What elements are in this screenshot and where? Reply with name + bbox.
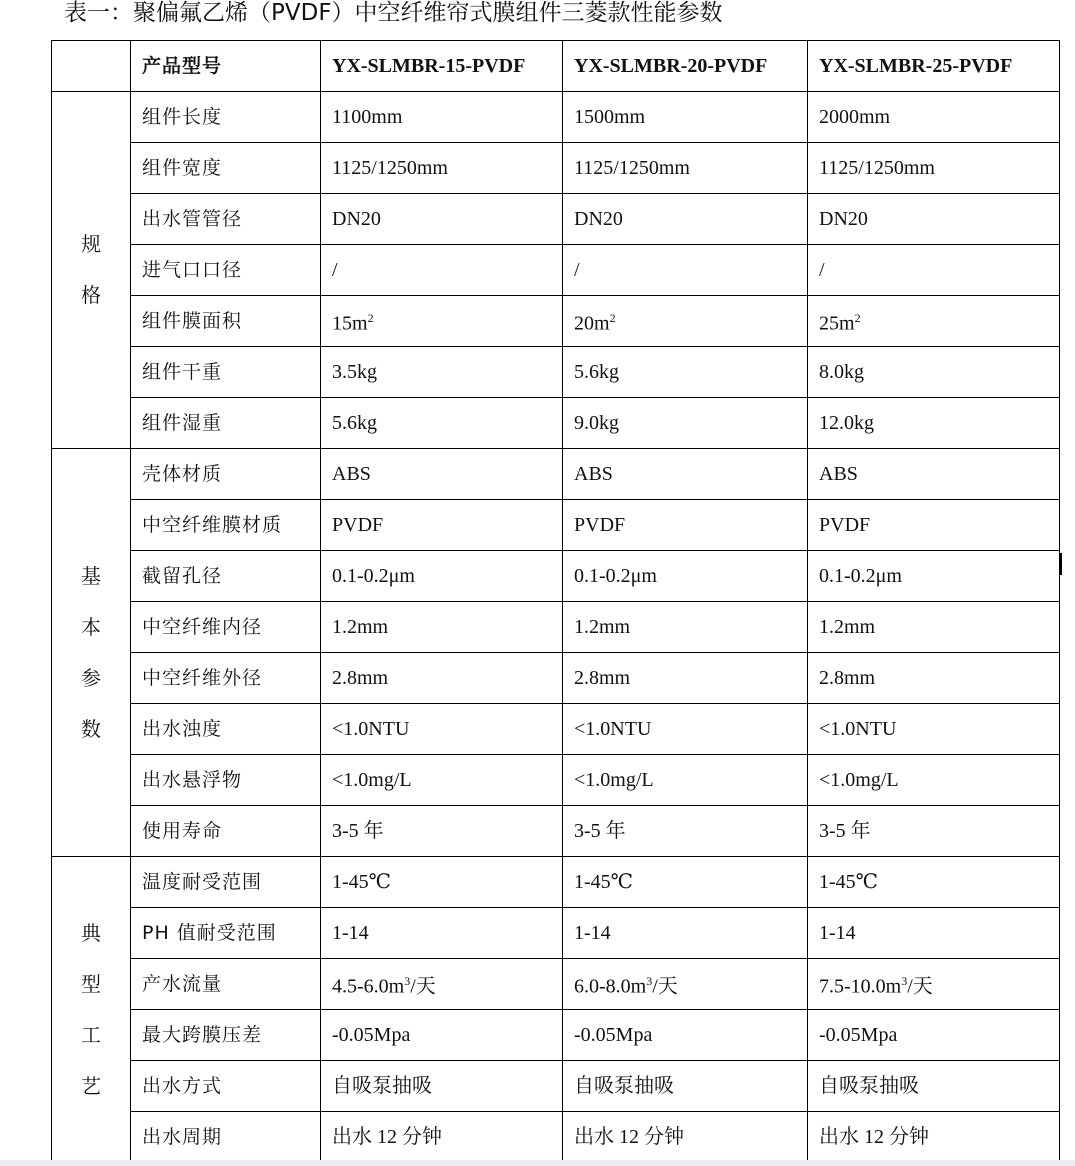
unit-superscript: 2 bbox=[854, 311, 861, 326]
group-label-cell bbox=[52, 92, 131, 449]
param-value-cell bbox=[321, 908, 563, 959]
param-value-cell bbox=[808, 551, 1060, 602]
group-label-char: 本 bbox=[81, 614, 101, 639]
unit-superscript: 2 bbox=[367, 311, 374, 326]
param-value: ABS bbox=[574, 463, 613, 485]
param-value: 25m bbox=[819, 312, 855, 335]
param-value-cell bbox=[808, 449, 1060, 500]
param-value: 1.2mm bbox=[332, 616, 389, 638]
param-label-cell: 组件湿重 bbox=[131, 398, 321, 449]
param-value-cell bbox=[563, 806, 808, 857]
table-row bbox=[52, 959, 1060, 1010]
performance-table bbox=[51, 40, 1060, 1163]
param-label-cell: 出水浊度 bbox=[131, 704, 321, 755]
param-value: ABS bbox=[332, 463, 371, 485]
group-label-char: 数 bbox=[81, 716, 101, 741]
param-value: 5.6kg bbox=[332, 412, 377, 434]
param-value: / bbox=[332, 259, 338, 281]
param-value-cell bbox=[808, 857, 1060, 908]
param-value: 3-5 年 bbox=[819, 820, 871, 842]
param-value-cell bbox=[321, 347, 563, 398]
unit-suffix: /天 bbox=[907, 975, 933, 998]
param-value-cell bbox=[808, 296, 1060, 347]
table-title: 表一：聚偏氟乙烯（PVDF）中空纤维帘式膜组件三菱款性能参数 bbox=[64, 0, 723, 26]
param-label-cell: 组件宽度 bbox=[131, 143, 321, 194]
table-row bbox=[52, 704, 1060, 755]
param-value: DN20 bbox=[819, 208, 868, 230]
param-value-cell bbox=[563, 1010, 808, 1061]
param-value: 1500mm bbox=[574, 106, 646, 128]
param-value: 自吸泵抽吸 bbox=[819, 1075, 919, 1097]
param-value-cell bbox=[321, 296, 563, 347]
group-label-char: 格 bbox=[81, 283, 101, 307]
group-label-char: 典 bbox=[81, 920, 101, 945]
param-label-cell: 中空纤维膜材质 bbox=[131, 500, 321, 551]
table-row bbox=[52, 296, 1060, 347]
param-value: 1-14 bbox=[332, 922, 369, 944]
param-value-cell bbox=[563, 143, 808, 194]
param-value: 出水 12 分钟 bbox=[574, 1126, 684, 1148]
param-value: 4.5-6.0m bbox=[332, 975, 405, 998]
group-label-char: 艺 bbox=[81, 1073, 101, 1098]
param-value: 出水 12 分钟 bbox=[819, 1126, 929, 1148]
param-value: 15m bbox=[332, 312, 368, 335]
param-value: PVDF bbox=[819, 514, 871, 536]
param-value: <1.0NTU bbox=[574, 718, 652, 740]
text-cursor bbox=[1060, 553, 1062, 575]
param-label-cell: 出水管管径 bbox=[131, 194, 321, 245]
param-value: -0.05Mpa bbox=[819, 1024, 898, 1046]
param-value: 自吸泵抽吸 bbox=[574, 1075, 674, 1097]
param-value-cell bbox=[321, 653, 563, 704]
param-value-cell bbox=[808, 245, 1060, 296]
param-value-cell bbox=[321, 1112, 563, 1163]
param-value: 1-45℃ bbox=[819, 871, 879, 893]
group-label-char: 参 bbox=[81, 665, 101, 690]
param-value-cell bbox=[321, 551, 563, 602]
param-value: ABS bbox=[819, 463, 858, 485]
param-value-cell bbox=[563, 245, 808, 296]
param-value: DN20 bbox=[332, 208, 381, 230]
table-row bbox=[52, 602, 1060, 653]
param-value: 6.0-8.0m bbox=[574, 975, 647, 998]
param-value-cell bbox=[321, 1010, 563, 1061]
param-value: 1-45℃ bbox=[574, 871, 634, 893]
param-value: <1.0mg/L bbox=[574, 769, 654, 791]
param-value: <1.0NTU bbox=[819, 718, 897, 740]
param-value-cell bbox=[808, 704, 1060, 755]
param-label-cell: 壳体材质 bbox=[131, 449, 321, 500]
table-row bbox=[52, 1112, 1060, 1163]
param-value-cell bbox=[808, 755, 1060, 806]
table-row bbox=[52, 245, 1060, 296]
param-value: 0.1-0.2μm bbox=[819, 565, 902, 587]
param-value-cell bbox=[563, 857, 808, 908]
param-value: 1125/1250mm bbox=[332, 157, 448, 179]
param-value-cell bbox=[563, 908, 808, 959]
param-value-cell bbox=[321, 449, 563, 500]
param-value-cell bbox=[321, 500, 563, 551]
header-model-cell: YX-SLMBR-15-PVDF bbox=[321, 41, 563, 92]
table-row bbox=[52, 398, 1060, 449]
table-row bbox=[52, 347, 1060, 398]
param-value-cell bbox=[563, 1061, 808, 1112]
param-label-cell: 出水周期 bbox=[131, 1112, 321, 1163]
param-value: 2.8mm bbox=[819, 667, 876, 689]
param-value-cell bbox=[563, 194, 808, 245]
table-row bbox=[52, 1010, 1060, 1061]
unit-superscript: 3 bbox=[901, 974, 908, 989]
table-row bbox=[52, 194, 1060, 245]
param-label-cell: 出水方式 bbox=[131, 1061, 321, 1112]
param-label-cell: 出水悬浮物 bbox=[131, 755, 321, 806]
param-value: 1-14 bbox=[819, 922, 856, 944]
unit-superscript: 2 bbox=[609, 311, 616, 326]
param-value: DN20 bbox=[574, 208, 623, 230]
param-value-cell bbox=[808, 908, 1060, 959]
group-label bbox=[52, 908, 130, 1112]
param-value: 7.5-10.0m bbox=[819, 975, 902, 998]
param-value-cell bbox=[563, 92, 808, 143]
param-value-cell bbox=[563, 653, 808, 704]
table-row bbox=[52, 908, 1060, 959]
unit-superscript: 3 bbox=[404, 974, 411, 989]
param-value-cell bbox=[321, 806, 563, 857]
group-label-char: 规 bbox=[81, 232, 101, 256]
param-value: PVDF bbox=[332, 514, 384, 536]
table-row bbox=[52, 500, 1060, 551]
unit-superscript: 3 bbox=[646, 974, 653, 989]
param-value: / bbox=[819, 259, 825, 281]
param-value-cell bbox=[808, 347, 1060, 398]
param-value: 20m bbox=[574, 312, 610, 335]
param-value-cell bbox=[321, 194, 563, 245]
table-row bbox=[52, 1061, 1060, 1112]
param-value: <1.0mg/L bbox=[819, 769, 899, 791]
table-row bbox=[52, 857, 1060, 908]
param-label-cell: 中空纤维内径 bbox=[131, 602, 321, 653]
unit-suffix: /天 bbox=[652, 975, 678, 998]
param-value-cell bbox=[808, 500, 1060, 551]
param-value: 1.2mm bbox=[819, 616, 876, 638]
param-value: 3-5 年 bbox=[332, 820, 384, 842]
param-value: 1100mm bbox=[332, 106, 403, 128]
param-value: 0.1-0.2μm bbox=[574, 565, 657, 587]
header-corner-cell bbox=[52, 41, 131, 92]
param-label-cell: PH 值耐受范围 bbox=[131, 908, 321, 959]
table-row bbox=[52, 755, 1060, 806]
param-label-cell: 进气口口径 bbox=[131, 245, 321, 296]
param-label-cell: 温度耐受范围 bbox=[131, 857, 321, 908]
table-row bbox=[52, 92, 1060, 143]
param-label-cell: 组件膜面积 bbox=[131, 296, 321, 347]
param-value-cell bbox=[321, 143, 563, 194]
param-value: 出水 12 分钟 bbox=[332, 1126, 442, 1148]
param-value: <1.0mg/L bbox=[332, 769, 412, 791]
param-value-cell bbox=[563, 347, 808, 398]
group-label-char: 基 bbox=[81, 563, 101, 588]
param-value: 1-14 bbox=[574, 922, 611, 944]
param-value: 9.0kg bbox=[574, 412, 619, 434]
param-value-cell bbox=[808, 143, 1060, 194]
param-value-cell bbox=[563, 602, 808, 653]
param-value-cell bbox=[808, 806, 1060, 857]
param-value: 3.5kg bbox=[332, 361, 377, 383]
param-value: PVDF bbox=[574, 514, 626, 536]
group-label-char: 型 bbox=[81, 971, 101, 996]
group-label bbox=[52, 551, 130, 755]
param-value: -0.05Mpa bbox=[574, 1024, 653, 1046]
param-value-cell bbox=[808, 653, 1060, 704]
table-body bbox=[52, 41, 1060, 1163]
param-value-cell bbox=[321, 857, 563, 908]
param-value: 2000mm bbox=[819, 106, 891, 128]
group-label-cell bbox=[52, 857, 131, 1163]
param-value-cell bbox=[321, 92, 563, 143]
table-row bbox=[52, 653, 1060, 704]
param-value: 2.8mm bbox=[332, 667, 389, 689]
param-value-cell bbox=[321, 1061, 563, 1112]
header-label-cell: 产品型号 bbox=[131, 41, 321, 92]
param-value-cell bbox=[321, 245, 563, 296]
param-value: 1-45℃ bbox=[332, 871, 392, 893]
param-value-cell bbox=[808, 959, 1060, 1010]
param-label-cell: 截留孔径 bbox=[131, 551, 321, 602]
param-label-cell: 组件长度 bbox=[131, 92, 321, 143]
param-value: / bbox=[574, 259, 580, 281]
window-bottom-edge bbox=[0, 1160, 1075, 1166]
param-value-cell bbox=[321, 959, 563, 1010]
param-value-cell bbox=[563, 398, 808, 449]
header-row bbox=[52, 41, 1060, 92]
param-value-cell bbox=[563, 551, 808, 602]
group-label-cell bbox=[52, 449, 131, 857]
param-value-cell bbox=[808, 1010, 1060, 1061]
header-model-cell: YX-SLMBR-25-PVDF bbox=[808, 41, 1060, 92]
header-model-cell: YX-SLMBR-20-PVDF bbox=[563, 41, 808, 92]
param-value-cell bbox=[563, 449, 808, 500]
table-row bbox=[52, 551, 1060, 602]
param-value-cell bbox=[808, 1061, 1060, 1112]
param-value-cell bbox=[808, 194, 1060, 245]
param-value-cell bbox=[563, 755, 808, 806]
param-value-cell bbox=[563, 959, 808, 1010]
param-value-cell bbox=[808, 398, 1060, 449]
param-label-cell: 组件干重 bbox=[131, 347, 321, 398]
param-value: 1125/1250mm bbox=[819, 157, 935, 179]
param-value-cell bbox=[563, 500, 808, 551]
param-value: 1125/1250mm bbox=[574, 157, 690, 179]
param-label-cell: 使用寿命 bbox=[131, 806, 321, 857]
param-value-cell bbox=[321, 398, 563, 449]
param-value-cell bbox=[321, 755, 563, 806]
param-value-cell bbox=[808, 1112, 1060, 1163]
param-value: 12.0kg bbox=[819, 412, 874, 434]
param-value-cell bbox=[563, 704, 808, 755]
group-label-char: 工 bbox=[81, 1022, 101, 1047]
param-value: 3-5 年 bbox=[574, 820, 626, 842]
table-row bbox=[52, 143, 1060, 194]
param-label-cell: 产水流量 bbox=[131, 959, 321, 1010]
param-value-cell bbox=[321, 602, 563, 653]
group-label bbox=[52, 219, 130, 321]
param-value-cell bbox=[808, 602, 1060, 653]
unit-suffix: /天 bbox=[410, 975, 436, 998]
param-value-cell bbox=[808, 92, 1060, 143]
param-value: <1.0NTU bbox=[332, 718, 410, 740]
param-label-cell: 中空纤维外径 bbox=[131, 653, 321, 704]
table-row bbox=[52, 806, 1060, 857]
table-row bbox=[52, 449, 1060, 500]
param-value: -0.05Mpa bbox=[332, 1024, 411, 1046]
param-value: 5.6kg bbox=[574, 361, 619, 383]
param-value: 1.2mm bbox=[574, 616, 631, 638]
param-value: 2.8mm bbox=[574, 667, 631, 689]
param-value-cell bbox=[563, 296, 808, 347]
param-value: 0.1-0.2μm bbox=[332, 565, 415, 587]
param-value: 自吸泵抽吸 bbox=[332, 1075, 432, 1097]
param-value-cell bbox=[563, 1112, 808, 1163]
param-value: 8.0kg bbox=[819, 361, 864, 383]
param-value-cell bbox=[321, 704, 563, 755]
param-label-cell: 最大跨膜压差 bbox=[131, 1010, 321, 1061]
